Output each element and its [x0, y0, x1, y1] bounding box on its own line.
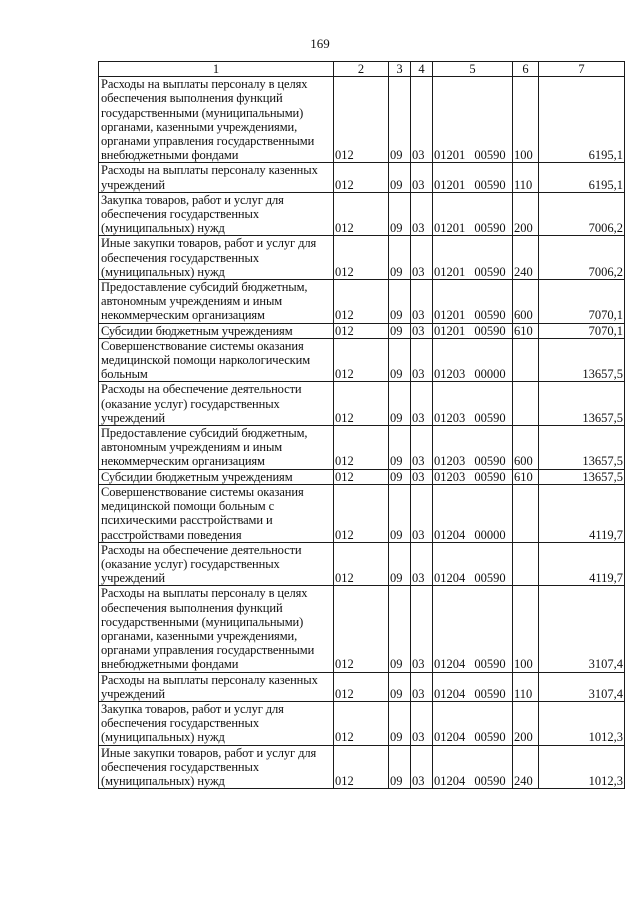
- row-section-cell: 09: [389, 338, 411, 382]
- row-name-cell: Расходы на выплаты персоналу в целях обеспечения выполнения функций государственными (муниципальными) органами, казенными учреждениями, органами управления государственными внебюджетными фондами: [99, 77, 334, 163]
- row-ved-cell: 012: [334, 484, 389, 542]
- column-header: 7: [539, 62, 625, 77]
- row-name-cell: Расходы на выплаты персоналу казенных учреждений: [99, 672, 334, 701]
- row-sum-cell: 1012,3: [539, 745, 625, 789]
- row-subsection-cell: 03: [411, 338, 433, 382]
- column-header: 3: [389, 62, 411, 77]
- row-target-article-cell: 01204 00590: [433, 586, 513, 672]
- row-section-cell: 09: [389, 280, 411, 324]
- row-expense-type-cell: 100: [513, 586, 539, 672]
- table-row: [99, 236, 625, 280]
- table-row: [99, 338, 625, 382]
- column-header: 5: [433, 62, 513, 77]
- table-row: [99, 163, 625, 192]
- row-expense-type-cell: 110: [513, 672, 539, 701]
- row-subsection-cell: 03: [411, 236, 433, 280]
- row-expense-type-cell: 610: [513, 323, 539, 338]
- row-sum-cell: 13657,5: [539, 338, 625, 382]
- row-section-cell: 09: [389, 672, 411, 701]
- row-sum-cell: 13657,5: [539, 426, 625, 470]
- row-section-cell: 09: [389, 745, 411, 789]
- row-name-cell: Закупка товаров, работ и услуг для обеспечения государственных (муниципальных) нужд: [99, 701, 334, 745]
- row-ved-cell: 012: [334, 236, 389, 280]
- row-ved-cell: 012: [334, 701, 389, 745]
- row-target-article-cell: 01204 00590: [433, 745, 513, 789]
- row-section-cell: 09: [389, 484, 411, 542]
- row-sum-cell: 4119,7: [539, 542, 625, 586]
- row-expense-type-cell: [513, 382, 539, 426]
- row-subsection-cell: 03: [411, 192, 433, 236]
- row-name-cell: Предоставление субсидий бюджетным, автономным учреждениям и иным некоммерческим организациям: [99, 426, 334, 470]
- row-ved-cell: 012: [334, 280, 389, 324]
- row-name-cell: Совершенствование системы оказания медицинской помощи наркологическим больным: [99, 338, 334, 382]
- row-subsection-cell: 03: [411, 323, 433, 338]
- row-subsection-cell: 03: [411, 163, 433, 192]
- row-section-cell: 09: [389, 426, 411, 470]
- row-name-cell: Иные закупки товаров, работ и услуг для обеспечения государственных (муниципальных) нужд: [99, 745, 334, 789]
- row-ved-cell: 012: [334, 192, 389, 236]
- row-ved-cell: 012: [334, 586, 389, 672]
- row-sum-cell: 1012,3: [539, 701, 625, 745]
- row-expense-type-cell: 600: [513, 426, 539, 470]
- table-row: [99, 701, 625, 745]
- table-row: [99, 484, 625, 542]
- row-ved-cell: 012: [334, 745, 389, 789]
- row-sum-cell: 7070,1: [539, 280, 625, 324]
- row-sum-cell: 7070,1: [539, 323, 625, 338]
- row-subsection-cell: 03: [411, 469, 433, 484]
- row-sum-cell: 3107,4: [539, 586, 625, 672]
- table-row: [99, 280, 625, 324]
- row-target-article-cell: 01203 00590: [433, 426, 513, 470]
- row-section-cell: 09: [389, 77, 411, 163]
- row-name-cell: Субсидии бюджетным учреждениям: [99, 469, 334, 484]
- row-section-cell: 09: [389, 701, 411, 745]
- row-subsection-cell: 03: [411, 586, 433, 672]
- row-expense-type-cell: 110: [513, 163, 539, 192]
- row-sum-cell: 3107,4: [539, 672, 625, 701]
- column-header: 6: [513, 62, 539, 77]
- table-row: [99, 382, 625, 426]
- row-section-cell: 09: [389, 382, 411, 426]
- row-ved-cell: 012: [334, 163, 389, 192]
- row-target-article-cell: 01201 00590: [433, 77, 513, 163]
- row-target-article-cell: 01204 00590: [433, 542, 513, 586]
- row-name-cell: Субсидии бюджетным учреждениям: [99, 323, 334, 338]
- row-ved-cell: 012: [334, 323, 389, 338]
- row-subsection-cell: 03: [411, 484, 433, 542]
- row-expense-type-cell: 610: [513, 469, 539, 484]
- row-subsection-cell: 03: [411, 280, 433, 324]
- table-row: [99, 469, 625, 484]
- row-target-article-cell: 01203 00590: [433, 469, 513, 484]
- table-row: [99, 192, 625, 236]
- row-subsection-cell: 03: [411, 426, 433, 470]
- row-sum-cell: 7006,2: [539, 192, 625, 236]
- row-expense-type-cell: 200: [513, 192, 539, 236]
- row-sum-cell: 7006,2: [539, 236, 625, 280]
- row-expense-type-cell: 240: [513, 236, 539, 280]
- row-ved-cell: 012: [334, 77, 389, 163]
- row-section-cell: 09: [389, 192, 411, 236]
- table-row: [99, 77, 625, 163]
- row-section-cell: 09: [389, 163, 411, 192]
- table-row: [99, 426, 625, 470]
- table-row: [99, 542, 625, 586]
- row-target-article-cell: 01201 00590: [433, 192, 513, 236]
- table-row: [99, 323, 625, 338]
- row-name-cell: Закупка товаров, работ и услуг для обеспечения государственных (муниципальных) нужд: [99, 192, 334, 236]
- row-section-cell: 09: [389, 236, 411, 280]
- row-subsection-cell: 03: [411, 382, 433, 426]
- row-sum-cell: 6195,1: [539, 163, 625, 192]
- table-row: [99, 745, 625, 789]
- row-subsection-cell: 03: [411, 77, 433, 163]
- row-target-article-cell: 01201 00590: [433, 323, 513, 338]
- row-sum-cell: 13657,5: [539, 469, 625, 484]
- row-subsection-cell: 03: [411, 701, 433, 745]
- column-header: 4: [411, 62, 433, 77]
- row-target-article-cell: 01201 00590: [433, 280, 513, 324]
- row-ved-cell: 012: [334, 426, 389, 470]
- row-subsection-cell: 03: [411, 745, 433, 789]
- table-row: [99, 586, 625, 672]
- row-expense-type-cell: [513, 542, 539, 586]
- row-expense-type-cell: 200: [513, 701, 539, 745]
- row-name-cell: Предоставление субсидий бюджетным, автономным учреждениям и иным некоммерческим организациям: [99, 280, 334, 324]
- row-sum-cell: 6195,1: [539, 77, 625, 163]
- column-header: 2: [334, 62, 389, 77]
- row-name-cell: Расходы на выплаты персоналу в целях обеспечения выполнения функций государственными (муниципальными) органами, казенными учреждениями, органами управления государственными внебюджетными фондами: [99, 586, 334, 672]
- row-expense-type-cell: 240: [513, 745, 539, 789]
- row-sum-cell: 13657,5: [539, 382, 625, 426]
- row-expense-type-cell: [513, 338, 539, 382]
- row-target-article-cell: 01203 00000: [433, 338, 513, 382]
- row-ved-cell: 012: [334, 338, 389, 382]
- table-row: [99, 672, 625, 701]
- row-name-cell: Совершенствование системы оказания медицинской помощи больным с психическими расстройствами и расстройствами поведения: [99, 484, 334, 542]
- row-sum-cell: 4119,7: [539, 484, 625, 542]
- row-expense-type-cell: [513, 484, 539, 542]
- header-row: [99, 62, 625, 77]
- row-target-article-cell: 01204 00590: [433, 672, 513, 701]
- row-ved-cell: 012: [334, 542, 389, 586]
- row-subsection-cell: 03: [411, 672, 433, 701]
- page-number: 169: [310, 36, 330, 51]
- row-ved-cell: 012: [334, 382, 389, 426]
- row-section-cell: 09: [389, 323, 411, 338]
- row-subsection-cell: 03: [411, 542, 433, 586]
- row-expense-type-cell: 100: [513, 77, 539, 163]
- row-target-article-cell: 01201 00590: [433, 163, 513, 192]
- row-ved-cell: 012: [334, 469, 389, 484]
- row-target-article-cell: 01204 00590: [433, 701, 513, 745]
- row-target-article-cell: 01201 00590: [433, 236, 513, 280]
- row-name-cell: Иные закупки товаров, работ и услуг для обеспечения государственных (муниципальных) нужд: [99, 236, 334, 280]
- budget-table: [98, 61, 625, 789]
- row-section-cell: 09: [389, 542, 411, 586]
- row-expense-type-cell: 600: [513, 280, 539, 324]
- row-name-cell: Расходы на обеспечение деятельности (оказание услуг) государственных учреждений: [99, 382, 334, 426]
- row-section-cell: 09: [389, 586, 411, 672]
- row-ved-cell: 012: [334, 672, 389, 701]
- row-target-article-cell: 01203 00590: [433, 382, 513, 426]
- row-name-cell: Расходы на выплаты персоналу казенных учреждений: [99, 163, 334, 192]
- column-header: 1: [99, 62, 334, 77]
- row-target-article-cell: 01204 00000: [433, 484, 513, 542]
- row-section-cell: 09: [389, 469, 411, 484]
- row-name-cell: Расходы на обеспечение деятельности (оказание услуг) государственных учреждений: [99, 542, 334, 586]
